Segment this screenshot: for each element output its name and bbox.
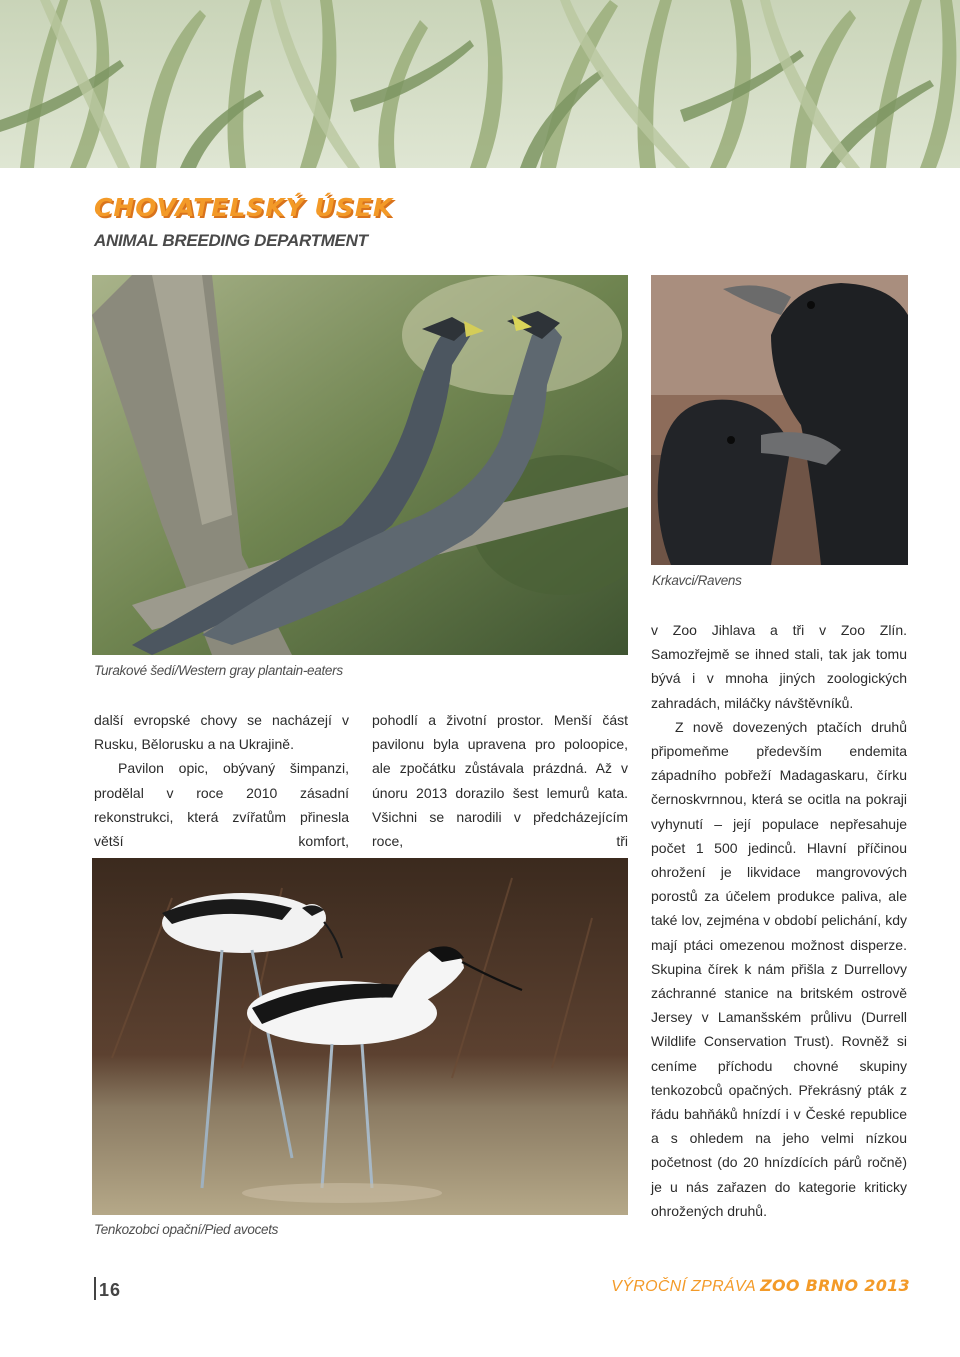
page-number-divider xyxy=(94,1277,96,1300)
paragraph: v Zoo Jihlava a tři v Zoo Zlín. Samozřejmě se ihned stali, tak jak tomu bývá i v mnoha jiných zoologických zahradách, miláčky návštěvníků. xyxy=(651,622,907,711)
report-prefix: VÝROČNÍ ZPRÁVA xyxy=(611,1278,761,1295)
report-name: ZOO BRNO 2013 xyxy=(760,1276,910,1295)
paragraph: Pavilon opic, obývaný šimpanzi, prodělal v roce 2010 zásadní rekonstrukci, která zvířatům přinesla větší komfort, xyxy=(94,760,349,850)
section-title: CHOVATELSKÝ ÚSEK xyxy=(94,193,394,222)
avocets-caption: Tenkozobci opační/Pied avocets xyxy=(94,1222,279,1237)
paragraph: pohodlí a životní prostor. Menší část pavilonu byla upravena pro poloopice, ale zpočátku zůstávala prázdná. Až v únoru 2013 dorazilo šest lemurů kata. Všichni se narodili v předcházejícím roce, tři xyxy=(372,712,628,850)
text-column-3 xyxy=(651,618,907,1223)
avocets-photo xyxy=(92,858,628,1215)
ravens-caption: Krkavci/Ravens xyxy=(652,573,742,588)
ravens-photo xyxy=(651,275,908,565)
grass-pattern-icon xyxy=(0,0,960,168)
paragraph: další evropské chovy se nacházejí v Rusku, Bělorusku a na Ukrajině. xyxy=(94,712,349,753)
plantain-eaters-photo xyxy=(92,275,628,655)
grass-banner xyxy=(0,0,960,168)
paragraph: Z nově dovezených ptačích druhů připomeňme především endemita západního pobřeží Madagaskaru, čírku černoskvrnnou, která se ocitla na pokraji vyhynutí – její populace nepřesahuje počet 1 500 jedinců. Hlavní příčinou ohrožení je likvidace mangrovových porostů za účelem produkce paliva, ale také lov, zejména v období pelichání, kdy mají ptáci omezenou možnost disperze. Skupina čírek k nám přišla z Durrellovy záchranné stanice na britském ostrově Jersey v Lamanšském průlivu (Durrell Wildlife Conservation Trust). Rovněž si ceníme příchodu chovné skupiny tenkozobců opačných. Překrásný pták z řádu bahňáků hnízdí i v České republice a s ohledem na jeho velmi nízkou početnost (do 20 hnízdících párů ročně) je u nás zařazen do kategorie kriticky ohrožených druhů. xyxy=(651,718,907,1219)
section-subtitle: ANIMAL BREEDING DEPARTMENT xyxy=(94,231,368,250)
report-title xyxy=(611,1276,910,1296)
page-number: 16 xyxy=(99,1280,122,1300)
text-column-1 xyxy=(94,708,349,853)
plantain-eaters-caption: Turakové šedí/Western gray plantain-eaters xyxy=(94,663,343,678)
text-column-2 xyxy=(372,708,628,853)
